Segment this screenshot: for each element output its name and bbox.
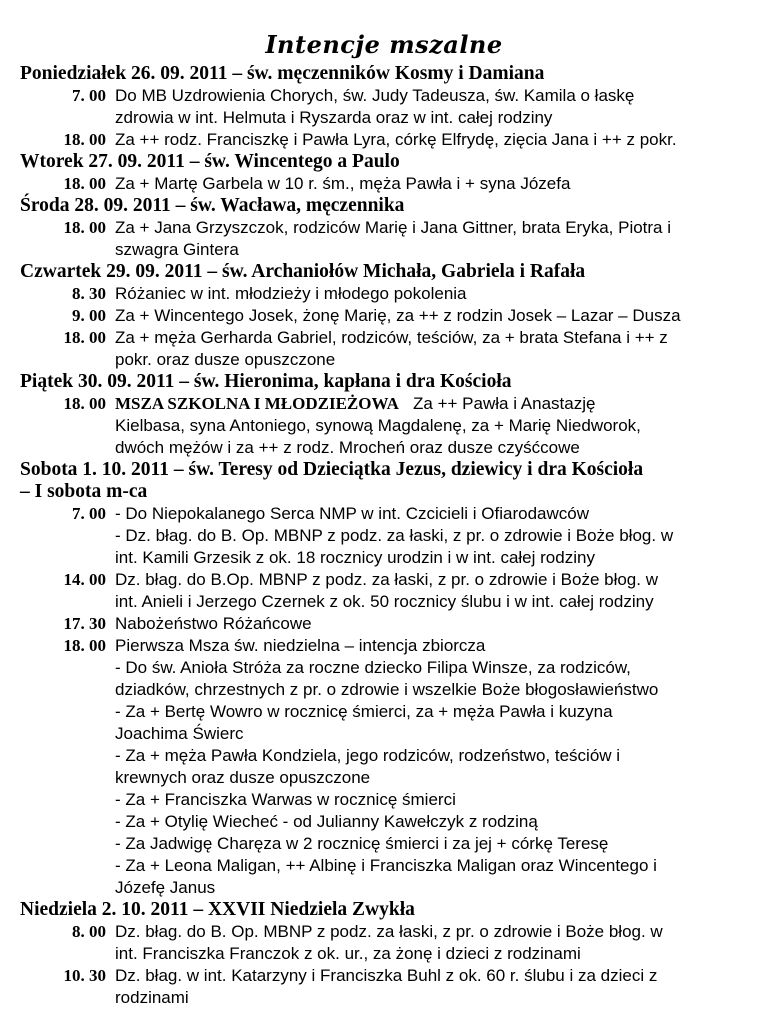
mass-intention	[115, 393, 760, 459]
mass-entry	[20, 921, 760, 965]
mass-time: 10. 30	[63, 966, 106, 985]
intention-emphasis: MSZA SZKOLNA I MŁODZIEŻOWA	[115, 394, 399, 413]
day-section	[20, 151, 760, 195]
intention-line: - Za Jadwigę Charęza w 2 rocznicę śmierci i za jej + córkę Teresę	[115, 834, 609, 853]
day-section	[20, 371, 760, 459]
mass-time: 7. 00	[72, 86, 106, 105]
mass-time: 18. 00	[63, 130, 106, 149]
day-heading: Niedziela 2. 10. 2011 – XXVII Niedziela Zwykła	[20, 899, 415, 920]
intention-line: pokr. oraz dusze opuszczone	[115, 350, 336, 369]
mass-intention	[115, 965, 760, 1009]
day-heading: Poniedziałek 26. 09. 2011 – św. męczenników Kosmy i Damiana	[20, 63, 545, 84]
mass-time: 7. 00	[72, 504, 106, 523]
mass-entry	[20, 217, 760, 261]
intention-line: int. Kamili Grzesik z ok. 18 rocznicy urodzin i w int. całej rodziny	[115, 548, 595, 567]
day-heading: Sobota 1. 10. 2011 – św. Teresy od Dzieciątka Jezus, dziewicy i dra Kościoła	[20, 459, 644, 480]
intention-line: Różaniec w int. młodzieży i młodego pokolenia	[115, 284, 467, 303]
intention-line-rest: Za ++ Pawła i Anastazję	[398, 394, 596, 413]
intention-line: - Za + Franciszka Warwas w rocznicę śmierci	[115, 790, 456, 809]
intention-line: Za + Martę Garbela w 10 r. śm., męża Pawła i + syna Józefa	[115, 174, 571, 193]
mass-entry	[20, 613, 760, 635]
mass-intention	[115, 569, 760, 613]
intention-line: Pierwsza Msza św. niedzielna – intencja zbiorcza	[115, 636, 486, 655]
mass-time: 17. 30	[63, 614, 106, 633]
mass-intention	[115, 635, 760, 899]
page-title: Intencje mszalne	[265, 30, 503, 59]
day-heading: Piątek 30. 09. 2011 – św. Hieronima, kapłana i dra Kościoła	[20, 371, 512, 392]
intention-line: - Do Niepokalanego Serca NMP w int. Czcicieli i Ofiarodawców	[115, 504, 589, 523]
mass-entry	[20, 85, 760, 129]
mass-entry	[20, 503, 760, 569]
intention-line: dziadków, chrzestnych z pr. o zdrowie i wszelkie Boże błogosławieństwo	[115, 680, 659, 699]
mass-entry	[20, 393, 760, 459]
mass-intention	[115, 173, 760, 195]
mass-time: 18. 00	[63, 218, 106, 237]
intention-line: int. Franciszka Franczok z ok. ur., za żonę i dzieci z rodzinami	[115, 944, 581, 963]
mass-intention	[115, 327, 760, 371]
intention-line: krewnych oraz dusze opuszczone	[115, 768, 371, 787]
intention-line: Za + męża Gerharda Gabriel, rodziców, teściów, za + brata Stefana i ++ z	[115, 328, 668, 347]
mass-entry	[20, 327, 760, 371]
mass-intention	[115, 217, 760, 261]
intentions-list	[20, 63, 760, 1009]
mass-entry	[20, 283, 760, 305]
mass-intention	[115, 283, 760, 305]
intention-line: Za + Wincentego Josek, żonę Marię, za ++ z rodzin Josek – Lazar – Dusza	[115, 306, 681, 325]
mass-time: 18. 00	[63, 394, 106, 413]
mass-time: 8. 00	[72, 922, 106, 941]
intention-line: - Za + Leona Maligan, ++ Albinę i Franciszka Maligan oraz Wincentego i	[115, 856, 657, 875]
day-heading-continued: – I sobota m-ca	[20, 481, 148, 502]
mass-entry	[20, 305, 760, 327]
day-heading: Środa 28. 09. 2011 – św. Wacława, męczennika	[20, 195, 405, 216]
mass-intention	[115, 85, 760, 129]
mass-time: 9. 00	[72, 306, 106, 325]
day-heading: Wtorek 27. 09. 2011 – św. Wincentego a Paulo	[20, 151, 400, 172]
intention-line: - Za + Otylię Wiecheć - od Julianny Kawełczyk z rodziną	[115, 812, 538, 831]
intention-line: Dz. błag. w int. Katarzyny i Franciszka Buhl z ok. 60 r. ślubu i za dzieci z	[115, 966, 658, 985]
mass-intention	[115, 305, 760, 327]
day-section	[20, 261, 760, 371]
mass-intention	[115, 921, 760, 965]
intention-line: Dz. błag. do B.Op. MBNP z podz. za łaski, z pr. o zdrowie i Boże błog. w	[115, 570, 658, 589]
mass-time: 8. 30	[72, 284, 106, 303]
intention-line: Nabożeństwo Różańcowe	[115, 614, 312, 633]
intention-line: - Za + męża Pawła Kondziela, jego rodziców, rodzeństwo, teściów i	[115, 746, 621, 765]
intention-line: Do MB Uzdrowienia Chorych, św. Judy Tadeusza, św. Kamila o łaskę	[115, 86, 635, 105]
mass-intention	[115, 129, 760, 151]
day-section	[20, 899, 760, 1009]
mass-time: 18. 00	[63, 174, 106, 193]
intention-line: Józefę Janus	[115, 878, 216, 897]
intention-line: rodzinami	[115, 988, 189, 1007]
day-section	[20, 459, 760, 899]
intention-line: int. Anieli i Jerzego Czernek z ok. 50 rocznicy ślubu i w int. całej rodziny	[115, 592, 654, 611]
mass-entry	[20, 965, 760, 1009]
mass-entry	[20, 129, 760, 151]
intention-line: - Do św. Anioła Stróża za roczne dziecko Filipa Winsze, za rodziców,	[115, 658, 631, 677]
mass-intention	[115, 613, 760, 635]
day-heading: Czwartek 29. 09. 2011 – św. Archaniołów Michała, Gabriela i Rafała	[20, 261, 586, 282]
mass-time: 14. 00	[63, 570, 106, 589]
mass-intention	[115, 503, 760, 569]
mass-time: 18. 00	[63, 636, 106, 655]
intention-line: szwagra Gintera	[115, 240, 239, 259]
intention-line: - Za + Bertę Wowro w rocznicę śmierci, za + męża Pawła i kuzyna	[115, 702, 613, 721]
mass-entry	[20, 569, 760, 613]
intention-line: Kielbasa, syna Antoniego, synową Magdalenę, za + Marię Niedworok,	[115, 416, 641, 435]
intention-line: - Dz. błag. do B. Op. MBNP z podz. za łaski, z pr. o zdrowie i Boże błog. w	[115, 526, 674, 545]
intention-line: Za + Jana Grzyszczok, rodziców Marię i Jana Gittner, brata Eryka, Piotra i	[115, 218, 672, 237]
intention-line	[115, 393, 760, 415]
intention-line: zdrowia w int. Helmuta i Ryszarda oraz w int. całej rodziny	[115, 108, 553, 127]
mass-time: 18. 00	[63, 328, 106, 347]
intention-line: dwóch mężów i za ++ z rodz. Mrocheń oraz dusze czyśćcowe	[115, 438, 580, 457]
intention-line: Joachima Świerc	[115, 724, 244, 743]
mass-entry	[20, 173, 760, 195]
intention-line: Dz. błag. do B. Op. MBNP z podz. za łaski, z pr. o zdrowie i Boże błog. w	[115, 922, 663, 941]
day-section	[20, 195, 760, 261]
day-section	[20, 63, 760, 151]
intention-line: Za ++ rodz. Franciszkę i Pawła Lyra, córkę Elfrydę, zięcia Jana i ++ z pokr.	[115, 130, 677, 149]
mass-entry	[20, 635, 760, 899]
